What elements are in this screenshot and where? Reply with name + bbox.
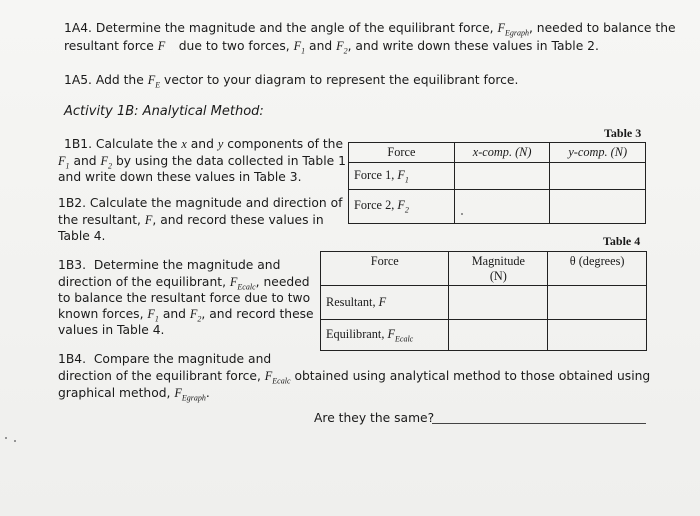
stray-mark	[5, 437, 7, 439]
table3-header-xcomp: x-comp. (N)	[454, 143, 550, 163]
question-1b3-line5: values in Table 4.	[58, 323, 165, 337]
question-1b2-line2: the resultant, F, and record these values in	[58, 213, 324, 227]
question-1b1-line1: 1B1. Calculate the x and y components of the	[64, 137, 344, 151]
question-1b3-line2: direction of the equilibrant, $F_{Ecalc}$, needed	[58, 275, 310, 292]
table3-row2-label: Force 2, $F_2$	[349, 190, 455, 224]
table4-row	[321, 286, 647, 320]
table4-row2-magnitude-cell[interactable]	[449, 320, 548, 351]
table-4	[320, 251, 647, 351]
question-1b4-line1: 1B4. Compare the magnitude and	[58, 352, 272, 366]
stray-mark	[461, 213, 463, 215]
table3-row1-label: Force 1, $F_1$	[349, 163, 455, 190]
table4-header-magnitude: Magnitude (N)	[449, 252, 548, 286]
question-1b2-line3: Table 4.	[58, 229, 106, 243]
table3-row2-xcomp-cell[interactable]	[454, 190, 550, 224]
question-1a4-line2: resultant force F⃗ due to two forces, $F_1$ and $F_2$, and write down these values in Table 2.	[64, 39, 599, 56]
table4-row1-theta-cell[interactable]	[548, 286, 647, 320]
table3-row	[349, 190, 646, 224]
question-1b3-line4: known forces, $F_1$ and $F_2$, and record these	[58, 307, 314, 324]
table3-header-ycomp: y-comp. (N)	[550, 143, 646, 163]
activity-title: Activity 1B: Analytical Method:	[64, 104, 264, 119]
table4-row2-theta-cell[interactable]	[548, 320, 647, 351]
table4-row2-label: Equilibrant, $F_{Ecalc}$	[321, 320, 449, 351]
table4-row1-magnitude-cell[interactable]	[449, 286, 548, 320]
table4-header-theta: θ (degrees)	[548, 252, 647, 286]
stray-mark	[14, 440, 16, 442]
question-1b3-line1: 1B3. Determine the magnitude and	[58, 258, 281, 272]
question-1a5: 1A5. Add the $F_E$ vector to your diagram to represent the equilibrant force.	[64, 73, 519, 90]
answer-line[interactable]	[432, 423, 646, 424]
question-1b4-line2: direction of the equilibrant force, $F_{Ecalc}$ obtained using analytical method to those obtained using	[58, 369, 651, 386]
table4-header-row	[321, 252, 647, 286]
table-3	[348, 142, 646, 224]
table4-caption: Table 4	[603, 234, 641, 248]
question-1b1-line2: $F_1$ and $F_2$ by using the data collected in Table 1	[58, 154, 346, 171]
table4-header-force: Force	[321, 252, 449, 286]
question-are-they-same: Are they the same?	[314, 411, 435, 425]
table3-row1-xcomp-cell[interactable]	[454, 163, 550, 190]
table3-header-force: Force	[349, 143, 455, 163]
table3-row2-ycomp-cell[interactable]	[550, 190, 646, 224]
table4-row1-label: Resultant, F	[321, 286, 449, 320]
question-1b2-line1: 1B2. Calculate the magnitude and direction of	[58, 196, 343, 210]
table4-row	[321, 320, 647, 351]
table3-row	[349, 163, 646, 190]
question-1b3-line3: to balance the resultant force due to two	[58, 291, 311, 305]
table3-header-row	[349, 143, 646, 163]
question-1b4-line3: graphical method, $F_{Egraph}$.	[58, 386, 210, 403]
table3-caption: Table 3	[604, 126, 642, 140]
table3-row1-ycomp-cell[interactable]	[550, 163, 646, 190]
question-1a4-line1: 1A4. Determine the magnitude and the angle of the equilibrant force, $F_{Egraph}$, needed to balance the	[64, 21, 676, 38]
question-1b1-line3: and write down these values in Table 3.	[58, 170, 302, 184]
